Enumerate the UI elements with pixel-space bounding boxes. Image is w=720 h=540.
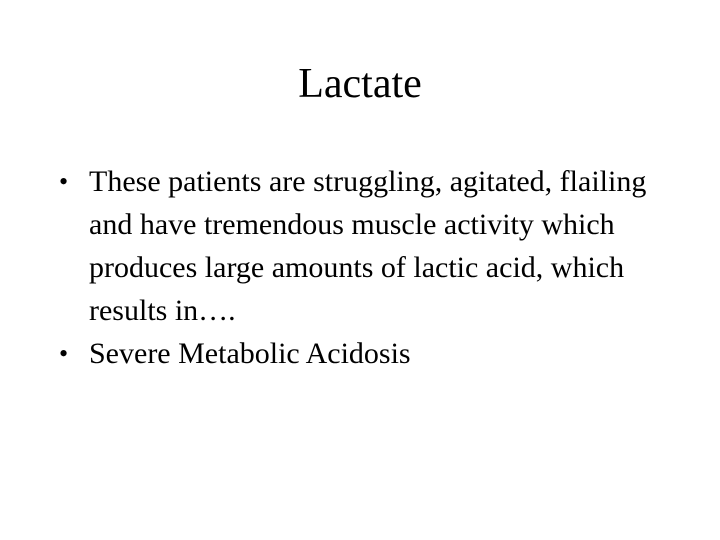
bullet-item: [55, 160, 665, 332]
bullet-list: [55, 160, 665, 375]
bullet-dot-icon: •: [59, 339, 69, 368]
bullet-item: [55, 332, 665, 375]
slide-title: Lactate: [298, 61, 422, 107]
bullet-dot-icon: •: [59, 167, 69, 196]
bullet-text: These patients are struggling, agitated, flailing and have tremendous muscle activity which produces large amounts of lactic acid, which results in….: [89, 165, 647, 327]
bullet-text: Severe Metabolic Acidosis: [89, 337, 411, 370]
